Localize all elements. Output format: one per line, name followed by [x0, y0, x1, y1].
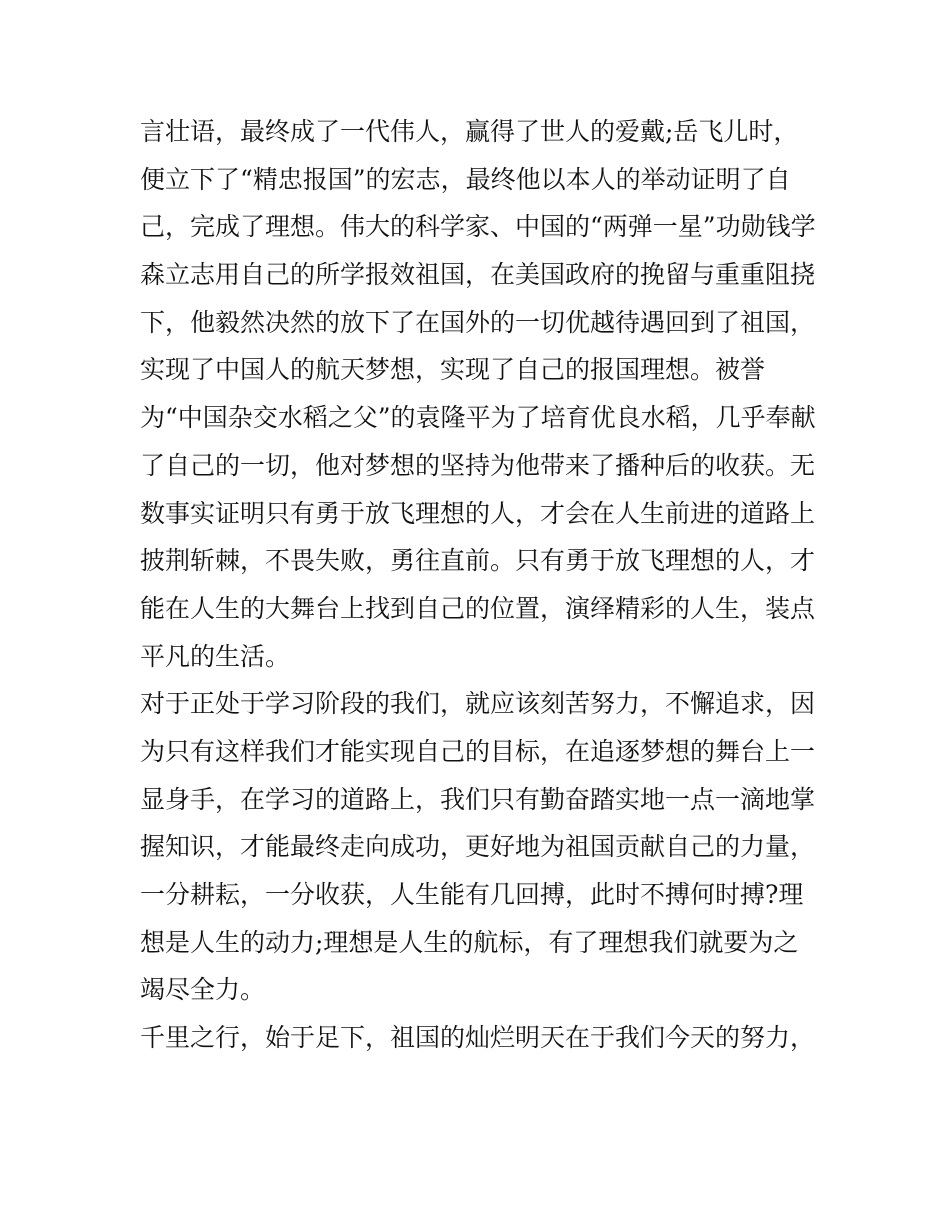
- text-line: 便立下了“精忠报国”的宏志，最终他以本人的举动证明了自: [140, 164, 791, 194]
- body-text: [140, 108, 820, 1062]
- text-line: 竭尽全力。: [140, 975, 266, 1005]
- text-line: 为“中国杂交水稻之父”的袁隆平为了培育优良水稻，几乎奉献: [140, 403, 816, 433]
- text-line: 握知识，才能最终走向成功，更好地为祖国贡献自己的力量，: [140, 832, 816, 862]
- text-line: 显身手，在学习的道路上，我们只有勤奋踏实地一点一滴地掌: [140, 784, 816, 814]
- text-line: 下，他毅然决然的放下了在国外的一切优越待遇回到了祖国，: [140, 307, 816, 337]
- text-line: 千里之行，始于足下，祖国的灿烂明天在于我们今天的努力，: [140, 1023, 816, 1053]
- text-line: 了自己的一切，他对梦想的坚持为他带来了播种后的收获。无: [140, 450, 816, 480]
- text-line: 数事实证明只有勇于放飞理想的人，才会在人生前进的道路上: [140, 498, 816, 528]
- text-line: 森立志用自己的所学报效祖国，在美国政府的挽留与重重阻挠: [140, 260, 816, 290]
- text-line: 想是人生的动力;理想是人生的航标，有了理想我们就要为之: [140, 927, 799, 957]
- text-line: 能在人生的大舞台上找到自己的位置，演绎精彩的人生，装点: [140, 593, 816, 623]
- text-line: 为只有这样我们才能实现自己的目标，在追逐梦想的舞台上一: [140, 736, 816, 766]
- text-line: 对于正处于学习阶段的我们，就应该刻苦努力，不懈追求，因: [140, 689, 816, 719]
- text-line: 一分耕耘，一分收获，人生能有几回搏，此时不搏何时搏?理: [140, 880, 804, 909]
- text-line: 己，完成了理想。伟大的科学家、中国的“两弹一星”功勋钱学: [140, 212, 816, 242]
- text-line: 言壮语，最终成了一代伟人，赢得了世人的爱戴;岳飞儿时，: [140, 117, 799, 146]
- text-line: 披荆斩棘，不畏失败，勇往直前。只有勇于放飞理想的人，才: [140, 546, 816, 576]
- text-line: 实现了中国人的航天梦想，实现了自己的报国理想。被誉: [140, 355, 766, 385]
- text-line: 平凡的生活。: [140, 641, 291, 671]
